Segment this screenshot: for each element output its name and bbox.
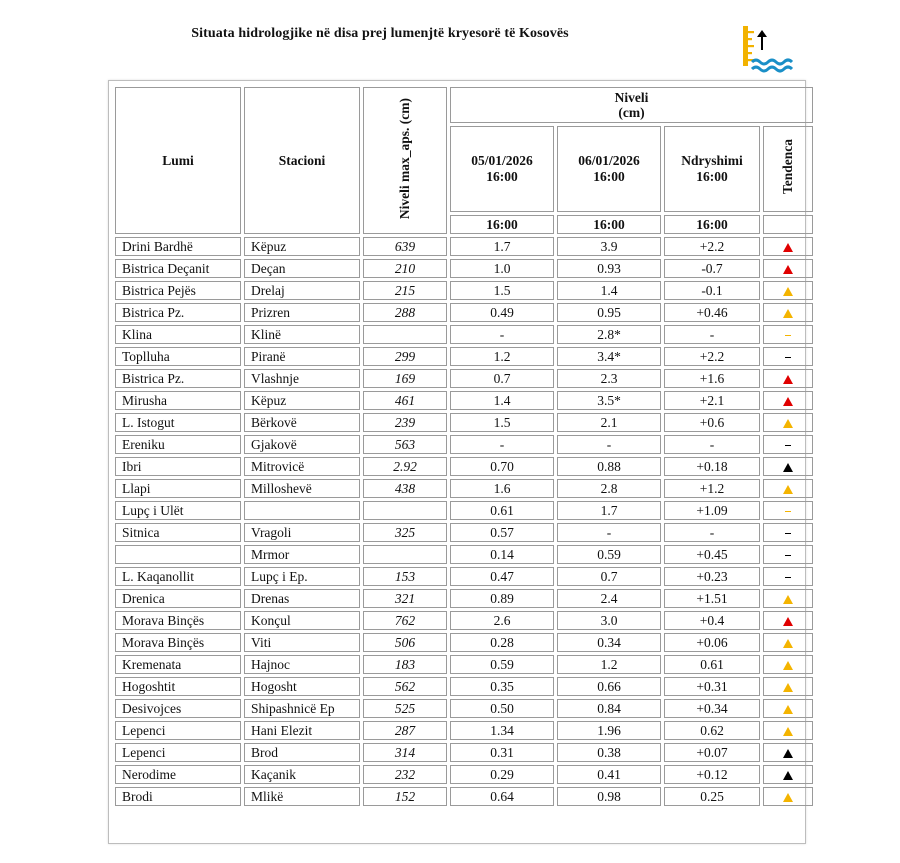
cell-value-2: 0.95: [557, 303, 661, 322]
cell-niveli-max: 215: [363, 281, 447, 300]
header-lumi: Lumi: [115, 87, 241, 234]
cell-tendenca: [763, 457, 813, 476]
cell-value-1: 0.47: [450, 567, 554, 586]
cell-change: +1.09: [664, 501, 760, 520]
cell-lumi: Sitnica: [115, 523, 241, 542]
table-row: [115, 655, 813, 674]
cell-value-1: 0.49: [450, 303, 554, 322]
cell-lumi: L. Istogut: [115, 413, 241, 432]
trend-triangle-yellow-icon: [783, 793, 793, 802]
water-level-rising-icon: [740, 22, 796, 76]
cell-change: +0.12: [664, 765, 760, 784]
cell-value-1: 0.28: [450, 633, 554, 652]
page-title: Situata hidrologjike në disa prej lumenjtë kryesorë të Kosovës: [191, 26, 569, 41]
table-row: [115, 413, 813, 432]
subheader-time-3: 16:00: [664, 215, 760, 234]
cell-lumi: Hogoshtit: [115, 677, 241, 696]
cell-tendenca: [763, 347, 813, 366]
cell-tendenca: [763, 281, 813, 300]
cell-stacioni: Këpuz: [244, 237, 360, 256]
cell-niveli-max: 314: [363, 743, 447, 762]
cell-lumi: Nerodime: [115, 765, 241, 784]
cell-tendenca: [763, 611, 813, 630]
cell-change: 0.25: [664, 787, 760, 806]
trend-dash-icon: [785, 577, 791, 578]
cell-niveli-max: 438: [363, 479, 447, 498]
cell-change: +0.46: [664, 303, 760, 322]
subheader-time-2: 16:00: [557, 215, 661, 234]
header-date-2: 06/01/2026 16:00: [557, 126, 661, 212]
cell-niveli-max: 239: [363, 413, 447, 432]
trend-triangle-yellow-icon: [783, 287, 793, 296]
cell-niveli-max: 762: [363, 611, 447, 630]
cell-value-2: 0.59: [557, 545, 661, 564]
cell-tendenca: [763, 677, 813, 696]
cell-tendenca: [763, 325, 813, 344]
header-tendenca: Tendenca: [763, 126, 813, 212]
table-row: [115, 677, 813, 696]
cell-value-2: 0.38: [557, 743, 661, 762]
cell-stacioni: Mitrovicë: [244, 457, 360, 476]
trend-triangle-black-icon: [783, 463, 793, 472]
cell-lumi: Llapi: [115, 479, 241, 498]
table-row: [115, 567, 813, 586]
header-date-1: 05/01/2026 16:00: [450, 126, 554, 212]
cell-value-1: 1.6: [450, 479, 554, 498]
cell-change: +2.2: [664, 347, 760, 366]
header-niveli-max: Niveli max_aps. (cm): [363, 87, 447, 234]
cell-tendenca: [763, 237, 813, 256]
cell-value-2: 1.4: [557, 281, 661, 300]
table-row: [115, 523, 813, 542]
cell-niveli-max: 321: [363, 589, 447, 608]
trend-triangle-yellow-icon: [783, 683, 793, 692]
cell-stacioni: Klinë: [244, 325, 360, 344]
cell-value-2: 0.88: [557, 457, 661, 476]
trend-triangle-yellow-icon: [783, 705, 793, 714]
cell-lumi: Bistrica Pz.: [115, 369, 241, 388]
table-row: [115, 237, 813, 256]
cell-niveli-max: 183: [363, 655, 447, 674]
cell-lumi: Bistrica Pz.: [115, 303, 241, 322]
cell-value-1: 0.29: [450, 765, 554, 784]
cell-lumi: Ibri: [115, 457, 241, 476]
cell-stacioni: Mlikë: [244, 787, 360, 806]
cell-stacioni: Këpuz: [244, 391, 360, 410]
cell-value-2: 1.7: [557, 501, 661, 520]
cell-niveli-max: 287: [363, 721, 447, 740]
cell-value-1: -: [450, 325, 554, 344]
cell-value-1: 2.6: [450, 611, 554, 630]
cell-tendenca: [763, 303, 813, 322]
cell-stacioni: Brod: [244, 743, 360, 762]
cell-change: -: [664, 523, 760, 542]
cell-lumi: Brodi: [115, 787, 241, 806]
table-row: [115, 303, 813, 322]
cell-niveli-max: 232: [363, 765, 447, 784]
cell-value-1: 1.5: [450, 281, 554, 300]
cell-stacioni: Bërkovë: [244, 413, 360, 432]
cell-stacioni: Shipashnicë Ep: [244, 699, 360, 718]
cell-value-1: 0.61: [450, 501, 554, 520]
cell-tendenca: [763, 413, 813, 432]
cell-tendenca: [763, 545, 813, 564]
cell-lumi: Ereniku: [115, 435, 241, 454]
cell-niveli-max: 152: [363, 787, 447, 806]
cell-value-2: 0.98: [557, 787, 661, 806]
cell-tendenca: [763, 501, 813, 520]
cell-lumi: Mirusha: [115, 391, 241, 410]
cell-change: +1.2: [664, 479, 760, 498]
cell-change: +2.1: [664, 391, 760, 410]
cell-lumi: Drini Bardhë: [115, 237, 241, 256]
table-row: [115, 589, 813, 608]
subheader-empty: [763, 215, 813, 234]
table-row: [115, 633, 813, 652]
cell-lumi: Bistrica Pejës: [115, 281, 241, 300]
cell-stacioni: Piranë: [244, 347, 360, 366]
trend-triangle-yellow-icon: [783, 485, 793, 494]
cell-lumi: Drenica: [115, 589, 241, 608]
cell-stacioni: Konçul: [244, 611, 360, 630]
cell-value-2: 3.9: [557, 237, 661, 256]
cell-change: +1.6: [664, 369, 760, 388]
cell-stacioni: Kaçanik: [244, 765, 360, 784]
cell-value-1: 0.64: [450, 787, 554, 806]
cell-niveli-max: [363, 325, 447, 344]
cell-niveli-max: 325: [363, 523, 447, 542]
table-row: [115, 545, 813, 564]
cell-change: -: [664, 325, 760, 344]
cell-tendenca: [763, 787, 813, 806]
trend-triangle-red-icon: [783, 265, 793, 274]
cell-niveli-max: 288: [363, 303, 447, 322]
cell-stacioni: [244, 501, 360, 520]
subheader-time-1: 16:00: [450, 215, 554, 234]
cell-lumi: Kremenata: [115, 655, 241, 674]
table-row: [115, 787, 813, 806]
cell-niveli-max: 153: [363, 567, 447, 586]
cell-value-1: 0.31: [450, 743, 554, 762]
table-row: [115, 501, 813, 520]
trend-triangle-black-icon: [783, 749, 793, 758]
cell-niveli-max: [363, 501, 447, 520]
table-row: [115, 281, 813, 300]
trend-dash-icon: [785, 511, 791, 512]
table-row: [115, 721, 813, 740]
table-row: [115, 699, 813, 718]
cell-change: +0.18: [664, 457, 760, 476]
cell-stacioni: Deçan: [244, 259, 360, 278]
trend-triangle-yellow-icon: [783, 419, 793, 428]
table-row: [115, 743, 813, 762]
table-row: [115, 457, 813, 476]
cell-lumi: L. Kaqanollit: [115, 567, 241, 586]
cell-lumi: Morava Binçës: [115, 611, 241, 630]
cell-niveli-max: 2.92: [363, 457, 447, 476]
cell-niveli-max: 639: [363, 237, 447, 256]
cell-stacioni: Hani Elezit: [244, 721, 360, 740]
cell-lumi: Toplluha: [115, 347, 241, 366]
cell-value-2: 0.34: [557, 633, 661, 652]
cell-change: +0.45: [664, 545, 760, 564]
cell-value-2: 0.41: [557, 765, 661, 784]
cell-stacioni: Mrmor: [244, 545, 360, 564]
table-row: [115, 435, 813, 454]
header-change: Ndryshimi 16:00: [664, 126, 760, 212]
cell-value-1: 0.14: [450, 545, 554, 564]
cell-lumi: [115, 545, 241, 564]
cell-stacioni: Gjakovë: [244, 435, 360, 454]
trend-triangle-yellow-icon: [783, 661, 793, 670]
cell-value-1: 1.4: [450, 391, 554, 410]
cell-change: +0.31: [664, 677, 760, 696]
trend-triangle-red-icon: [783, 375, 793, 384]
cell-tendenca: [763, 633, 813, 652]
trend-triangle-yellow-icon: [783, 595, 793, 604]
cell-value-2: 0.7: [557, 567, 661, 586]
cell-value-1: 0.70: [450, 457, 554, 476]
table-row: [115, 347, 813, 366]
cell-change: +1.51: [664, 589, 760, 608]
cell-stacioni: Drenas: [244, 589, 360, 608]
cell-value-2: 1.96: [557, 721, 661, 740]
trend-triangle-yellow-icon: [783, 639, 793, 648]
cell-value-1: 0.57: [450, 523, 554, 542]
cell-lumi: Lupç i Ulët: [115, 501, 241, 520]
cell-value-2: 2.3: [557, 369, 661, 388]
trend-dash-icon: [785, 445, 791, 446]
cell-lumi: Bistrica Deçanit: [115, 259, 241, 278]
hydrology-table: [112, 84, 816, 809]
table-row: [115, 765, 813, 784]
cell-value-2: 0.84: [557, 699, 661, 718]
cell-change: 0.61: [664, 655, 760, 674]
cell-stacioni: Vlashnje: [244, 369, 360, 388]
cell-value-2: 0.66: [557, 677, 661, 696]
cell-value-2: 2.8*: [557, 325, 661, 344]
cell-niveli-max: 562: [363, 677, 447, 696]
cell-value-1: -: [450, 435, 554, 454]
table-row: [115, 391, 813, 410]
cell-value-1: 1.0: [450, 259, 554, 278]
cell-change: +0.06: [664, 633, 760, 652]
cell-tendenca: [763, 655, 813, 674]
trend-triangle-black-icon: [783, 771, 793, 780]
trend-dash-icon: [785, 357, 791, 358]
cell-niveli-max: 169: [363, 369, 447, 388]
cell-value-2: -: [557, 523, 661, 542]
cell-value-2: 3.0: [557, 611, 661, 630]
trend-dash-icon: [785, 555, 791, 556]
cell-value-2: 2.1: [557, 413, 661, 432]
cell-stacioni: Prizren: [244, 303, 360, 322]
table-row: [115, 369, 813, 388]
cell-value-1: 1.5: [450, 413, 554, 432]
cell-change: +0.34: [664, 699, 760, 718]
cell-value-2: 0.93: [557, 259, 661, 278]
cell-lumi: Lepenci: [115, 743, 241, 762]
cell-tendenca: [763, 523, 813, 542]
cell-lumi: Morava Binçës: [115, 633, 241, 652]
cell-value-1: 1.34: [450, 721, 554, 740]
cell-value-1: 0.50: [450, 699, 554, 718]
cell-stacioni: Viti: [244, 633, 360, 652]
table-row: [115, 611, 813, 630]
cell-stacioni: Lupç i Ep.: [244, 567, 360, 586]
cell-change: +0.07: [664, 743, 760, 762]
cell-change: -0.7: [664, 259, 760, 278]
cell-niveli-max: 210: [363, 259, 447, 278]
trend-triangle-red-icon: [783, 397, 793, 406]
cell-stacioni: Hajnoc: [244, 655, 360, 674]
cell-value-2: 1.2: [557, 655, 661, 674]
cell-tendenca: [763, 699, 813, 718]
cell-niveli-max: 299: [363, 347, 447, 366]
cell-lumi: Lepenci: [115, 721, 241, 740]
cell-change: -: [664, 435, 760, 454]
cell-niveli-max: [363, 545, 447, 564]
table-row: [115, 325, 813, 344]
cell-niveli-max: 506: [363, 633, 447, 652]
cell-tendenca: [763, 743, 813, 762]
header-stacioni: Stacioni: [244, 87, 360, 234]
cell-tendenca: [763, 589, 813, 608]
table-row: [115, 479, 813, 498]
cell-value-1: 0.89: [450, 589, 554, 608]
cell-stacioni: Drelaj: [244, 281, 360, 300]
cell-tendenca: [763, 479, 813, 498]
cell-change: -0.1: [664, 281, 760, 300]
header-niveli: Niveli (cm): [450, 87, 813, 123]
cell-change: +0.23: [664, 567, 760, 586]
cell-tendenca: [763, 391, 813, 410]
cell-stacioni: Hogosht: [244, 677, 360, 696]
cell-stacioni: Vragoli: [244, 523, 360, 542]
cell-value-2: -: [557, 435, 661, 454]
cell-change: +0.6: [664, 413, 760, 432]
cell-tendenca: [763, 765, 813, 784]
cell-lumi: Desivojces: [115, 699, 241, 718]
cell-tendenca: [763, 369, 813, 388]
trend-triangle-red-icon: [783, 617, 793, 626]
cell-value-1: 1.7: [450, 237, 554, 256]
cell-lumi: Klina: [115, 325, 241, 344]
cell-tendenca: [763, 435, 813, 454]
cell-tendenca: [763, 259, 813, 278]
cell-value-1: 0.59: [450, 655, 554, 674]
cell-niveli-max: 563: [363, 435, 447, 454]
cell-value-2: 2.8: [557, 479, 661, 498]
cell-change: +0.4: [664, 611, 760, 630]
cell-tendenca: [763, 567, 813, 586]
cell-stacioni: Milloshevë: [244, 479, 360, 498]
cell-value-2: 3.5*: [557, 391, 661, 410]
trend-triangle-red-icon: [783, 243, 793, 252]
trend-triangle-yellow-icon: [783, 727, 793, 736]
cell-niveli-max: 525: [363, 699, 447, 718]
cell-value-1: 0.7: [450, 369, 554, 388]
cell-tendenca: [763, 721, 813, 740]
cell-niveli-max: 461: [363, 391, 447, 410]
table-row: [115, 259, 813, 278]
trend-dash-icon: [785, 335, 791, 336]
cell-value-2: 3.4*: [557, 347, 661, 366]
trend-triangle-yellow-icon: [783, 309, 793, 318]
trend-dash-icon: [785, 533, 791, 534]
cell-change: +2.2: [664, 237, 760, 256]
cell-value-1: 0.35: [450, 677, 554, 696]
cell-value-2: 2.4: [557, 589, 661, 608]
cell-change: 0.62: [664, 721, 760, 740]
cell-value-1: 1.2: [450, 347, 554, 366]
